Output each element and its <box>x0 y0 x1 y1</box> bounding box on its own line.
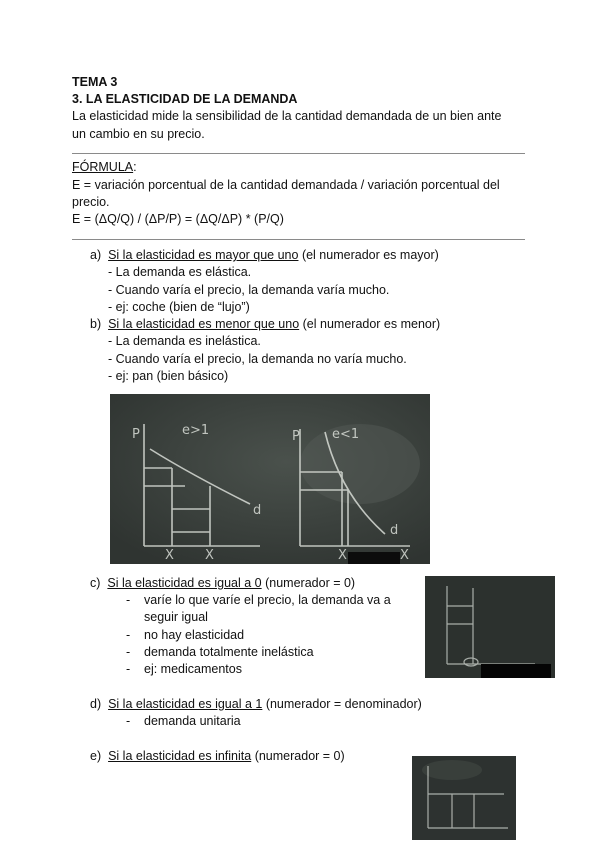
case-b-item: - ej: pan (bien básico) <box>108 369 229 383</box>
formula-line-1: E = variación porcentual de la cantidad demandada / variación porcentual del <box>72 178 500 192</box>
case-c-bullet: - <box>126 593 131 607</box>
case-a-item: - La demanda es elástica. <box>108 265 252 279</box>
blackboard-photo-infinite-elasticity <box>412 756 516 840</box>
graph1-axis-x: X <box>165 548 174 563</box>
case-c-item: no hay elasticidad <box>144 628 245 642</box>
case-c-bullet: - <box>126 645 131 659</box>
tema-label: TEMA 3 <box>72 75 118 89</box>
case-c-note: (numerador = 0) <box>261 576 356 590</box>
case-e-condition: Si la elasticidad es infinita <box>108 749 252 763</box>
graph2-title: e<1 <box>332 427 360 442</box>
case-b-condition: Si la elasticidad es menor que uno <box>108 317 300 331</box>
formula-label: FÓRMULA <box>72 160 134 174</box>
case-a-item: - ej: coche (bien de “lujo”) <box>108 300 250 314</box>
graph2-axis-x: X <box>338 548 347 563</box>
case-c-bullet: - <box>126 628 131 642</box>
case-c-marker: c) <box>90 576 101 590</box>
case-c-item: ej: medicamentos <box>144 662 242 676</box>
graph2-axis-p: P <box>292 429 300 444</box>
case-a-note: (el numerador es mayor) <box>298 248 439 262</box>
case-c-item: varíe lo que varíe el precio, la demanda va a <box>144 593 391 607</box>
formula-line-3: E = (ΔQ/Q) / (ΔP/P) = (ΔQ/ΔP) * (P/Q) <box>72 212 284 226</box>
case-e-note: (numerador = 0) <box>251 749 345 763</box>
case-c-condition: Si la elasticidad es igual a 0 <box>107 576 262 590</box>
graph2-axis-x: X <box>400 548 409 563</box>
case-c-bullet: - <box>126 662 131 676</box>
case-d-condition: Si la elasticidad es igual a 1 <box>108 697 263 711</box>
case-e-heading <box>90 749 345 763</box>
divider-top <box>72 153 525 154</box>
blackboard-photo-elastic-vs-inelastic <box>110 394 430 564</box>
case-b-item: - La demanda es inelástica. <box>108 334 261 348</box>
divider-bottom <box>72 239 525 240</box>
case-e-marker: e) <box>90 749 102 763</box>
graph1-axis-p: P <box>132 427 140 442</box>
case-c-item: demanda totalmente inelástica <box>144 645 314 659</box>
case-d-heading <box>90 697 422 711</box>
graph1-axis-x: X <box>205 548 214 563</box>
graph1-title: e>1 <box>182 423 210 438</box>
graph2-curve-label: d <box>390 523 399 538</box>
case-b-note: (el numerador es menor) <box>299 317 441 331</box>
case-a-heading <box>90 248 439 262</box>
case-c-heading <box>90 576 355 590</box>
case-d-item: demanda unitaria <box>144 714 241 728</box>
case-d-marker: d) <box>90 697 102 711</box>
formula-heading <box>72 160 137 174</box>
page-title: 3. LA ELASTICIDAD DE LA DEMANDA <box>72 92 298 106</box>
intro-line-1: La elasticidad mide la sensibilidad de la cantidad demandada de un bien ante <box>72 109 502 123</box>
case-b-heading <box>90 317 440 331</box>
blackboard-photo-zero-elasticity <box>425 576 555 678</box>
case-c-item: seguir igual <box>144 610 208 624</box>
intro-line-2: un cambio en su precio. <box>72 127 205 141</box>
case-a-marker: a) <box>90 248 102 262</box>
formula-colon: : <box>133 160 137 174</box>
case-a-item: - Cuando varía el precio, la demanda varía mucho. <box>108 283 390 297</box>
case-d-bullet: - <box>126 714 131 728</box>
case-b-marker: b) <box>90 317 102 331</box>
graph1-curve-label: d <box>253 503 262 518</box>
formula-line-2: precio. <box>72 195 110 209</box>
case-b-item: - Cuando varía el precio, la demanda no varía mucho. <box>108 352 407 366</box>
case-d-note: (numerador = denominador) <box>262 697 422 711</box>
case-a-condition: Si la elasticidad es mayor que uno <box>108 248 299 262</box>
